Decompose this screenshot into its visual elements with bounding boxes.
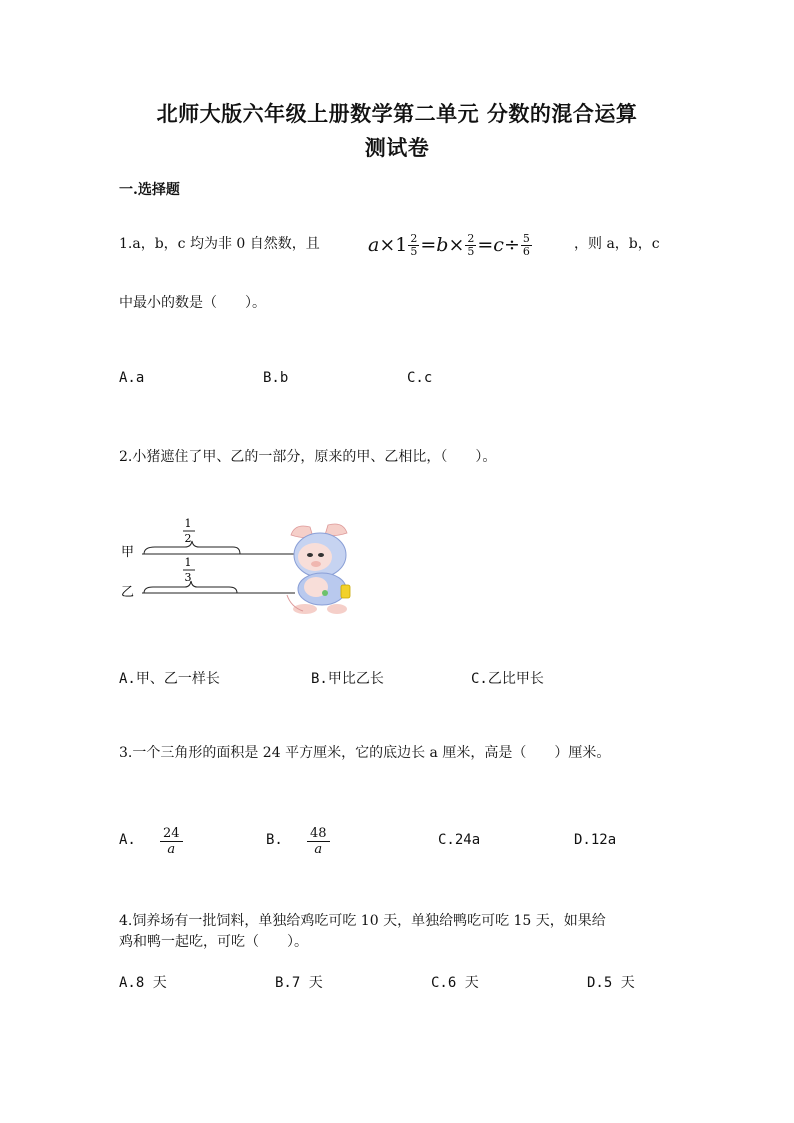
q1-var-c: c bbox=[493, 234, 504, 256]
q1-div: ÷ bbox=[503, 234, 520, 256]
q4-line2: 鸡和鸭一起吃，可吃（ ）。 bbox=[119, 934, 308, 950]
q3-option-b-den: a bbox=[314, 842, 323, 857]
q1-eq-2: = bbox=[477, 234, 494, 256]
q1-formula bbox=[368, 228, 533, 262]
q3-option-b-num: 48 bbox=[307, 826, 330, 842]
figure-label-jia: 甲 bbox=[121, 545, 135, 560]
jia-brace bbox=[144, 541, 240, 554]
q1-option-b[interactable]: B.b bbox=[263, 370, 289, 386]
jia-frac-num: 1 bbox=[184, 517, 192, 530]
q1-frac-2-num: 2 bbox=[467, 231, 475, 245]
q2-figure bbox=[115, 515, 375, 620]
jia-frac-den: 2 bbox=[184, 532, 192, 545]
page-title-line2: 测试卷 bbox=[364, 135, 430, 160]
q4-line1: 4.饲养场有一批饲料，单独给鸡吃可吃 10 天，单独给鸭吃可吃 15 天，如果给 bbox=[119, 913, 606, 929]
q1-var-a: a bbox=[368, 234, 380, 256]
q2-option-a[interactable]: A.甲、乙一样长 bbox=[119, 671, 220, 687]
q4-option-a[interactable]: A.8 天 bbox=[119, 975, 167, 991]
q1-frac-3 bbox=[521, 233, 532, 258]
q3-option-d[interactable]: D.12a bbox=[574, 832, 617, 848]
q2-option-c[interactable]: C.乙比甲长 bbox=[471, 671, 544, 687]
q1-whole: 1 bbox=[395, 234, 408, 256]
q3-option-a-label[interactable]: A. bbox=[119, 832, 136, 848]
q1-line2: 中最小的数是（ ）。 bbox=[119, 295, 266, 311]
q1-frac-1-num: 2 bbox=[410, 231, 418, 245]
yi-frac-num: 1 bbox=[184, 556, 192, 569]
q4-option-c[interactable]: C.6 天 bbox=[431, 975, 479, 991]
q1-suffix: ，则 a，b，c bbox=[574, 236, 660, 252]
q3-text: 3.一个三角形的面积是 24 平方厘米，它的底边长 a 厘米，高是（ ）厘米。 bbox=[119, 745, 611, 761]
section-heading: 一.选择题 bbox=[119, 182, 180, 198]
q1-frac-2 bbox=[465, 233, 476, 258]
yi-frac-den: 3 bbox=[184, 571, 192, 584]
q3-option-a-den: a bbox=[167, 842, 176, 857]
q1-frac-1 bbox=[408, 233, 419, 258]
q1-var-b: b bbox=[436, 234, 449, 256]
q1-frac-3-num: 5 bbox=[522, 231, 530, 245]
q1-frac-3-den: 6 bbox=[522, 244, 530, 258]
q1-times-2: × bbox=[448, 234, 465, 256]
q3-option-c[interactable]: C.24a bbox=[438, 832, 481, 848]
q3-option-a-fraction[interactable] bbox=[160, 826, 183, 857]
q3-option-b-fraction[interactable] bbox=[307, 826, 330, 857]
page-title-line1: 北师大版六年级上册数学第二单元 分数的混合运算 bbox=[156, 101, 638, 126]
q1-frac-1-den: 5 bbox=[410, 244, 418, 258]
q3-option-b-label[interactable]: B. bbox=[266, 832, 283, 848]
q2-option-b[interactable]: B.甲比乙长 bbox=[311, 671, 384, 687]
q1-times-1: × bbox=[379, 234, 396, 256]
q4-option-d[interactable]: D.5 天 bbox=[587, 975, 635, 991]
q1-option-a[interactable]: A.a bbox=[119, 370, 145, 386]
q1-eq-1: = bbox=[420, 234, 437, 256]
pig-illustration bbox=[287, 524, 350, 614]
q2-text: 2.小猪遮住了甲、乙的一部分，原来的甲、乙相比，（ ）。 bbox=[119, 449, 497, 465]
q4-option-b[interactable]: B.7 天 bbox=[275, 975, 323, 991]
q3-option-a-num: 24 bbox=[160, 826, 183, 842]
q1-prefix: 1.a，b，c 均为非 0 自然数，且 bbox=[119, 236, 320, 252]
figure-label-yi: 乙 bbox=[121, 585, 135, 600]
q1-option-c[interactable]: C.c bbox=[407, 370, 433, 386]
q1-frac-2-den: 5 bbox=[467, 244, 475, 258]
